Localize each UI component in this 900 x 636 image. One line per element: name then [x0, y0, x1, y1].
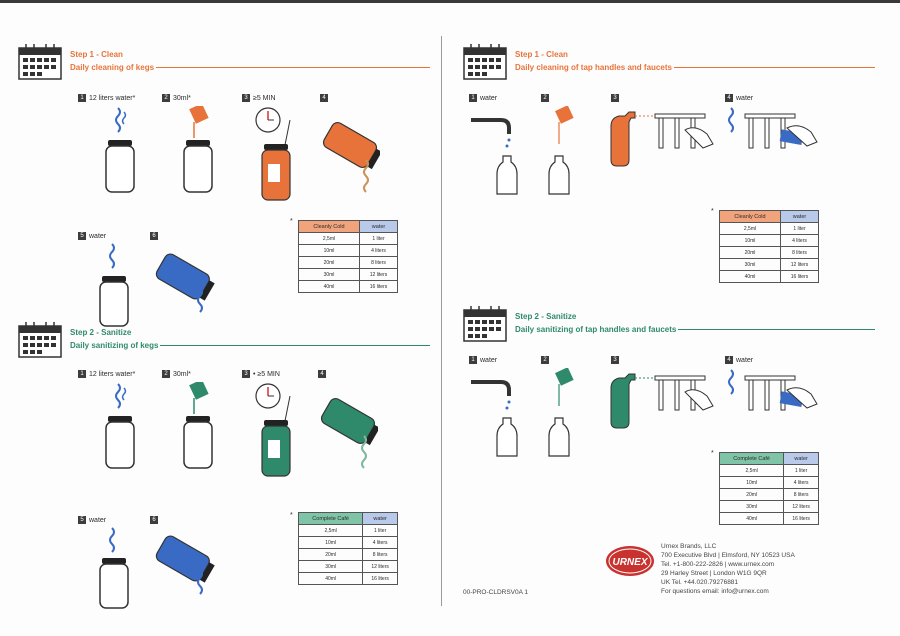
section-header: [515, 312, 875, 334]
left-page: [10, 30, 440, 610]
table-row: 40ml 16 liters: [299, 281, 398, 293]
faucet-water-bottle-icon: [469, 368, 529, 458]
step-2-label: 2 30ml*: [162, 94, 191, 102]
step-2-label: 2 30ml*: [162, 370, 191, 378]
faucet-water-bottle-icon: [469, 106, 529, 196]
spray-faucet-icon: [605, 104, 715, 174]
rinse-faucet-icon: [725, 366, 835, 436]
document-code: 00-PRO-CLDRSV0A 1: [463, 589, 529, 596]
table-row: 40ml 16 liters: [720, 513, 819, 525]
urnex-logo: [605, 545, 655, 577]
table-row: 30ml 12 liters: [720, 501, 819, 513]
table-row: 10ml 4 liters: [299, 537, 398, 549]
keg-timer-icon: [250, 106, 304, 206]
dilution-table: [719, 210, 819, 283]
table-header-product: Complete Café: [299, 513, 363, 525]
keg-pour-icon: [178, 382, 218, 472]
calendar-icon: [18, 44, 62, 80]
right-page: [455, 30, 885, 610]
section-subtitle: Daily sanitizing of tap handles and faucets: [515, 325, 875, 334]
step-2-label: 2: [541, 356, 549, 364]
step-3-label: 3 • ≥5 MIN: [242, 370, 280, 378]
table-row: 10ml 4 liters: [720, 235, 819, 247]
table-row: 2,5ml 1 liter: [720, 223, 819, 235]
section-subtitle: Daily sanitizing of kegs: [70, 341, 430, 350]
phone-web-line: Tel. +1-800-222-2826 | www.urnex.com: [661, 561, 775, 568]
dilution-table: [298, 512, 398, 585]
step-title: Step 2 - Sanitize: [515, 312, 577, 321]
keg-pour-icon: [178, 106, 218, 196]
keg-rinse-icon: [94, 526, 134, 612]
keg-water-icon: [100, 106, 140, 196]
keg-rinse-icon: [94, 242, 134, 332]
keg-rinse-drain-icon: [150, 246, 220, 326]
table-header-product: Cleanly Cold: [299, 221, 360, 233]
section-header: [70, 50, 430, 72]
step-3-label: 3 ≥5 MIN: [242, 94, 276, 102]
step-1-label: 1 12 liters water*: [78, 370, 135, 378]
keg-rinse-drain-icon: [150, 528, 220, 608]
step-4-label: 4 water: [725, 94, 753, 102]
company-info: [661, 542, 881, 596]
table-header-water: water: [360, 221, 398, 233]
table-header-water: water: [363, 513, 398, 525]
footnote-star: *: [290, 218, 293, 225]
keg-drain-icon: [320, 110, 380, 200]
keg-water-icon: [100, 382, 140, 472]
top-border: [0, 0, 900, 3]
section-header: [515, 50, 875, 72]
step-title: Step 2 - Sanitize: [70, 328, 132, 337]
table-header-water: water: [784, 453, 819, 465]
footnote-star: *: [290, 512, 293, 519]
table-row: 20ml 8 liters: [720, 489, 819, 501]
step-4-label: 4: [320, 94, 328, 102]
dilution-table: [298, 220, 398, 293]
table-row: 2,5ml 1 liter: [720, 465, 819, 477]
step-title: Step 1 - Clean: [515, 50, 568, 59]
table-row: 30ml 12 liters: [299, 269, 398, 281]
faucet-pour-bottle-icon: [541, 106, 581, 196]
section-subtitle: Daily cleaning of kegs: [70, 63, 430, 72]
uk-address-line: 29 Harley Street | London W1G 9QR: [661, 570, 767, 577]
keg-clean-section: [10, 50, 440, 320]
step-1-label: 1 12 liters water*: [78, 94, 135, 102]
table-row: 20ml 8 liters: [299, 257, 398, 269]
table-row: 10ml 4 liters: [720, 477, 819, 489]
step-5-label: 5 water: [78, 516, 106, 524]
table-row: 10ml 4 liters: [299, 245, 398, 257]
contact-email-line: For questions email: info@urnex.com: [661, 588, 769, 595]
step-4-label: 4: [318, 370, 326, 378]
company-name: Urnex Brands, LLC: [661, 543, 717, 550]
page-divider: [441, 36, 442, 606]
table-header-product: Complete Café: [720, 453, 784, 465]
keg-timer-icon: [250, 382, 304, 482]
faucet-pour-bottle-icon: [541, 368, 581, 458]
calendar-icon: [463, 44, 507, 80]
table-row: 40ml 16 liters: [720, 271, 819, 283]
step-3-label: 3: [611, 356, 619, 364]
keg-sanitize-section: [10, 328, 440, 608]
step-4-label: 4 water: [725, 356, 753, 364]
address-line: 700 Executive Blvd | Elmsford, NY 10523 USA: [661, 552, 795, 559]
table-row: 30ml 12 liters: [299, 561, 398, 573]
table-row: 2,5ml 1 liter: [299, 525, 398, 537]
table-row: 40ml 16 liters: [299, 573, 398, 585]
step-1-label: 1 water: [469, 356, 497, 364]
table-row: 30ml 12 liters: [720, 259, 819, 271]
table-header-product: Cleanly Cold: [720, 211, 781, 223]
calendar-icon: [18, 322, 62, 358]
step-6-label: 6: [150, 516, 158, 524]
spray-faucet-icon: [605, 366, 715, 436]
faucet-sanitize-section: [455, 312, 885, 542]
step-1-label: 1 water: [469, 94, 497, 102]
table-row: 2,5ml 1 liter: [299, 233, 398, 245]
keg-drain-icon: [318, 386, 378, 476]
table-row: 20ml 8 liters: [720, 247, 819, 259]
step-title: Step 1 - Clean: [70, 50, 123, 59]
dilution-table: [719, 452, 819, 525]
logo-text: URNEX: [612, 557, 648, 568]
table-header-water: water: [781, 211, 819, 223]
footnote-star: *: [711, 450, 714, 457]
step-6-label: 6: [150, 232, 158, 240]
step-3-label: 3: [611, 94, 619, 102]
faucet-clean-section: [455, 50, 885, 290]
rinse-faucet-icon: [725, 104, 835, 174]
uk-phone-line: UK Tel. +44.020.79276881: [661, 579, 739, 586]
step-5-label: 5 water: [78, 232, 106, 240]
step-2-label: 2: [541, 94, 549, 102]
section-header: [70, 328, 430, 350]
table-row: 20ml 8 liters: [299, 549, 398, 561]
section-subtitle: Daily cleaning of tap handles and faucets: [515, 63, 875, 72]
footnote-star: *: [711, 208, 714, 215]
calendar-icon: [463, 306, 507, 342]
